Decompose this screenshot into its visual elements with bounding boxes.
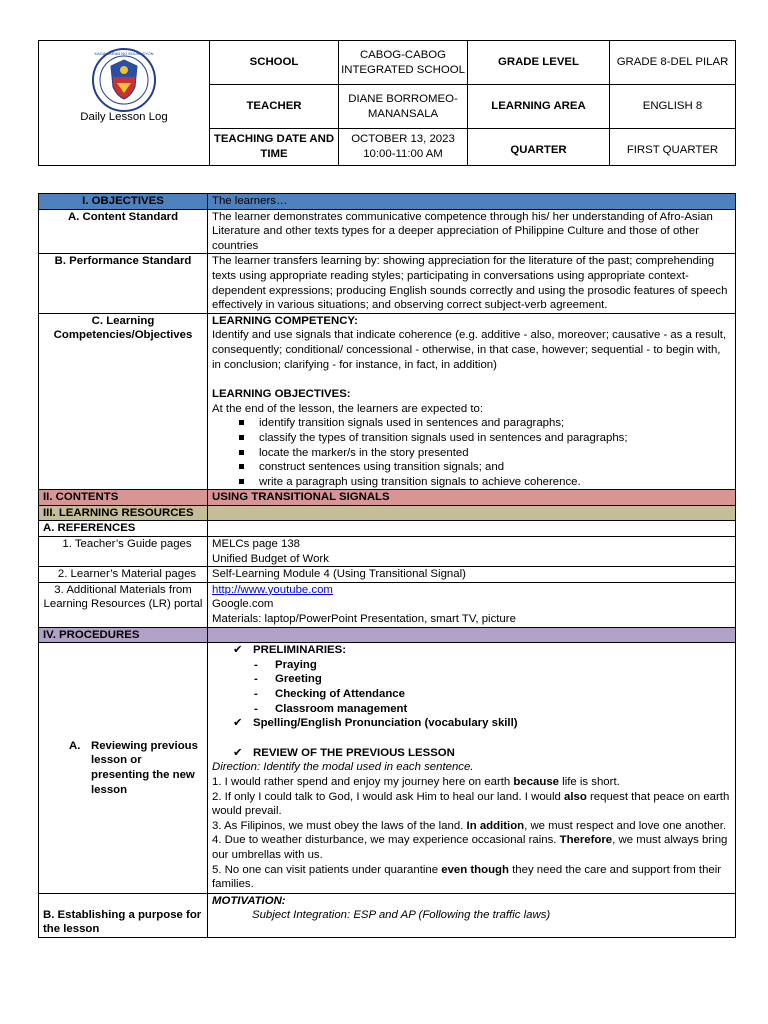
header-table: [38, 40, 736, 166]
content-standard-label: A. Content Standard: [39, 209, 208, 254]
teachers-guide-label: 1. Teacher’s Guide pages: [39, 537, 208, 567]
quarter-label: QUARTER: [468, 129, 610, 166]
additional-materials-label: 3. Additional Materials from Learning Resources (LR) portal: [39, 582, 208, 627]
objectives-row: [39, 194, 736, 210]
prelim-item: Greeting: [275, 673, 322, 686]
learning-area-label: LEARNING AREA: [468, 85, 610, 129]
references-row: [39, 521, 736, 537]
purpose-label: B. Establishing a purpose for the lesson: [39, 893, 208, 937]
objectives-list: [212, 416, 731, 489]
references-label: A. REFERENCES: [39, 521, 208, 537]
time-line: 10:00-11:00 AM: [363, 148, 443, 160]
check-icon: ✔: [233, 644, 243, 657]
check-icon: ✔: [233, 746, 243, 759]
school-label: SCHOOL: [210, 41, 339, 85]
sentence-1: 1. I would rather spend and enjoy my journey here on earth because life is short.: [212, 775, 620, 788]
sentence-5: 5. No one can visit patients under quarantine even though they need the care and support from their families.: [212, 863, 722, 891]
grade-level-value: GRADE 8-DEL PILAR: [610, 41, 736, 85]
grade-level-label: GRADE LEVEL: [468, 41, 610, 85]
list-item: classify the types of transition signals used in sentences and paragraphs;: [239, 431, 731, 446]
learners-material-label: 2. Learner’s Material pages: [39, 567, 208, 583]
melcs-line: MELCs page 138: [212, 538, 301, 551]
objectives-value: The learners…: [208, 194, 736, 210]
objectives-heading: LEARNING OBJECTIVES:: [212, 388, 351, 401]
references-value: [208, 521, 736, 537]
prelim-item: Praying: [275, 658, 317, 671]
procedures-row: [39, 627, 736, 643]
sentence-3: 3. As Filipinos, we must obey the laws of the land. In addition, we must respect and love one another.: [212, 819, 727, 832]
competencies-row: [39, 313, 736, 490]
reviewing-label-cell: [39, 643, 208, 894]
procedures-label: IV. PROCEDURES: [39, 627, 208, 643]
letter-a: A.: [69, 739, 81, 752]
teachers-guide-value: [208, 537, 736, 567]
motivation-heading: MOTIVATION:: [212, 894, 286, 907]
daily-lesson-log-title: Daily Lesson Log: [80, 111, 168, 123]
materials-line: Materials: laptop/PowerPoint Presentation, smart TV, picture: [212, 613, 516, 626]
purpose-content: [208, 893, 736, 937]
competency-text: Identify and use signals that indicate coherence (e.g. additive - also, moreover; causative - as a result, consequently; conditional/ concessional - otherwise, in that case, however; sequential - to begin with, in conclusion; clarifying - for instance, in fact, in addition): [212, 329, 727, 371]
content-standard-row: [39, 209, 736, 254]
purpose-row: [39, 893, 736, 937]
school-value: CABOG-CABOG INTEGRATED SCHOOL: [339, 41, 468, 85]
budget-line: Unified Budget of Work: [212, 552, 329, 565]
deped-seal-logo: [91, 47, 157, 113]
youtube-link[interactable]: http://www.youtube.com: [212, 583, 333, 596]
resources-row: [39, 505, 736, 521]
learning-area-value: ENGLISH 8: [610, 85, 736, 129]
svg-text:KAGAWARAN NG EDUKASYON: KAGAWARAN NG EDUKASYON: [94, 51, 154, 56]
teaching-date-label: TEACHING DATE AND TIME: [210, 129, 339, 166]
spelling-item: Spelling/English Pronunciation (vocabulary skill): [253, 717, 518, 730]
lesson-table: [38, 193, 736, 938]
resources-value: [208, 505, 736, 521]
list-item: write a paragraph using transition signals to achieve coherence.: [239, 475, 731, 490]
additional-materials-row: [39, 582, 736, 627]
contents-row: [39, 490, 736, 506]
preliminaries-heading: PRELIMINARIES:: [253, 644, 347, 657]
date-line: OCTOBER 13, 2023: [351, 133, 455, 145]
review-heading: REVIEW OF THE PREVIOUS LESSON: [253, 746, 455, 759]
performance-standard-label: B. Performance Standard: [39, 254, 208, 313]
prelim-item: Classroom management: [275, 702, 408, 715]
teaching-date-value: [339, 129, 468, 166]
competencies-cell: [208, 313, 736, 490]
procedures-value: [208, 627, 736, 643]
contents-label: II. CONTENTS: [39, 490, 208, 506]
reviewing-label: Reviewing previous lesson or presenting the new lesson: [91, 739, 198, 796]
learners-material-value: Self-Learning Module 4 (Using Transitional Signal): [208, 567, 736, 583]
performance-standard-text: The learner transfers learning by: showing appreciation for the literature of the past; comprehending texts using appropriate reading styles; participating in conversations using appropriate context-dependent expressions; producing English sounds correctly and using the prosodic features of speech effectively in various situations; and observing correct subject-verb agreement.: [208, 254, 736, 313]
contents-value: USING TRANSITIONAL SIGNALS: [208, 490, 736, 506]
teacher-label: TEACHER: [210, 85, 339, 129]
reviewing-row: [39, 643, 736, 894]
prelim-item: Checking of Attendance: [275, 688, 405, 700]
quarter-value: FIRST QUARTER: [610, 129, 736, 166]
sentence-2: 2. If only I could talk to God, I would ask Him to heal our land. I would also request that peace on earth would prevail.: [212, 790, 730, 818]
objectives-intro: At the end of the lesson, the learners are expected to:: [212, 402, 484, 415]
google-line: Google.com: [212, 598, 274, 611]
teachers-guide-row: [39, 537, 736, 567]
learners-material-row: [39, 567, 736, 583]
teacher-value: DIANE BORROMEO-MANANSALA: [339, 85, 468, 129]
check-icon: ✔: [233, 717, 243, 730]
resources-label: III. LEARNING RESOURCES: [39, 505, 208, 521]
reviewing-content: ✔ PRELIMINARIES: - Praying - Greeting - Checking of Attendance - Classroom management ✔ Spelling/English Pronunciation (vocabulary skill) ✔ REVIEW OF THE PREVIOUS LESSON Direction: Identify the modal used in each sentence. 1. I would rather spend and enjoy my journey here on earth because life is short. 2. If only I could talk to God, I would ask Him to heal our land. I would also request that peace on earth would prevail. 3. As Filipinos, we must obey the laws of the land. In addition, we must respect and love one another. 4. Due to weather disturbance, we may experience occasional rains. Therefore, we must always bring our umbrellas with us. 5. No one can visit patients under quarantine even though they need the care and support from their families.: [208, 643, 736, 894]
competency-heading: LEARNING COMPETENCY:: [212, 314, 358, 327]
list-item: locate the marker/s in the story presented: [239, 446, 731, 461]
additional-materials-value: [208, 582, 736, 627]
direction-text: Direction: Identify the modal used in each sentence.: [212, 761, 474, 774]
objectives-label: I. OBJECTIVES: [39, 194, 208, 210]
list-item: construct sentences using transition signals; and: [239, 460, 731, 475]
list-item: identify transition signals used in sentences and paragraphs;: [239, 416, 731, 431]
performance-standard-row: [39, 254, 736, 313]
integration-text: Subject Integration: ESP and AP (Following the traffic laws): [252, 909, 551, 922]
competencies-label: C. Learning Competencies/Objectives: [39, 313, 208, 490]
sentence-4: 4. Due to weather disturbance, we may experience occasional rains. Therefore, we must always bring our umbrellas with us.: [212, 834, 728, 861]
content-standard-text: The learner demonstrates communicative competence through his/ her understanding of Afro-Asian Literature and other texts types for a deeper appreciation of Philippine Culture and those of other countries: [208, 209, 736, 254]
logo-cell: [39, 41, 210, 166]
